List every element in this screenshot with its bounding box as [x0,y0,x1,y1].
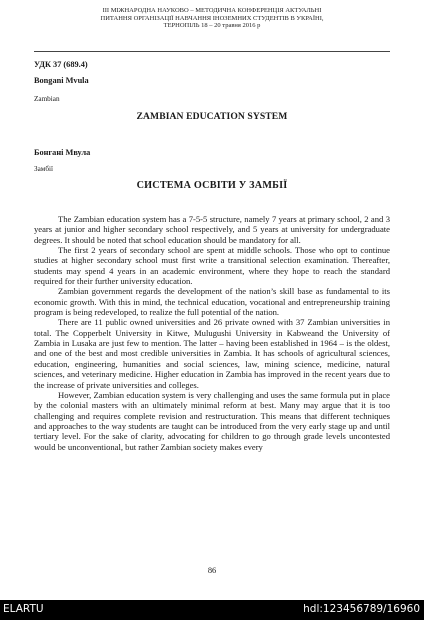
handle-identifier: hdl:123456789/16960 [303,603,420,615]
repository-footer-bar [0,600,424,620]
repository-name: ELARTU [3,603,44,615]
author-name-en: Bongani Mvula [34,76,89,85]
paragraph: There are 11 public owned universities and 26 private owned with 37 Zambian universities in total. The Copperbelt University in Kitwe, Mulugushi University in Kabweand the University of Zambia in Lusaka are just few to mention. The latter – having been established in 1964 – is the oldest, and one of the best and most credible universities in Zambia. It has schools of agricultural sciences, education, engineering, humanities and social sciences, law, mining science, medicine, natural sciences, and veterinary medicine. Higher education in Zambia has improved in the recent years due to the increase of private universities and colleges. [34,317,390,390]
author-country-ua: Замбії [34,165,53,173]
paragraph: Zambian government regards the development of the nation’s skill base as fundamental to its economic growth. With this in mind, the technical education, vocational and entrepreneurship training program is being redeveloped, to realize the full potential of the nation. [34,286,390,318]
page-number: 86 [207,566,217,575]
article-title-ua: СИСТЕМА ОСВІТИ У ЗАМБІЇ [136,180,288,191]
header-line-2: ПИТАННЯ ОРГАНІЗАЦІЇ НАВЧАННЯ ІНОЗЕМНИХ СТУДЕНТІВ В УКРАЇНІ, [100,14,324,22]
article-body [34,214,390,452]
header-line-3: ТЕРНОПІЛЬ 18 – 20 травня 2016 р [163,22,261,30]
author-country-en: Zambian [34,95,60,103]
paragraph: However, Zambian education system is very challenging and uses the same formula put in place by the colonial masters with an ultimately minimal reform at best. Many may argue that it is too challenging and requires complete revision and restructuration. This means that different techniques and approaches to the way students are taught can be introduced from the very early stage up and until tertiary level. For the sake of clarity, advocating for children to go through grade levels uncontested would be unconventional, but rather Zambian society makes every [34,389,390,452]
paragraph: The Zambian education system has a 7-5-5 structure, namely 7 years at primary school, 2 and 3 years at junior and higher secondary school respectively, and 5 years at university for undergraduate degrees. It should be noted that school education should be mandatory for all. [34,214,390,245]
article-title-en: ZAMBIAN EDUCATION SYSTEM [136,111,288,122]
conference-header [34,7,390,30]
udk-code: УДК 37 (689.4) [34,60,88,69]
header-line-1: III МІЖНАРОДНА НАУКОВО – МЕТОДИЧНА КОНФЕРЕНЦІЯ АКТУАЛЬНІ [102,7,322,14]
paragraph: The first 2 years of secondary school are spent at middle schools. Those who opt to continue studies at higher secondary school must first write a transitional selection examination. Thereafter, students may spend 4 years in an academic environment, where they hope to reach the standard required for their further university education. [34,245,390,287]
header-divider [34,51,390,52]
author-name-ua: Бонгані Мвула [34,148,91,157]
